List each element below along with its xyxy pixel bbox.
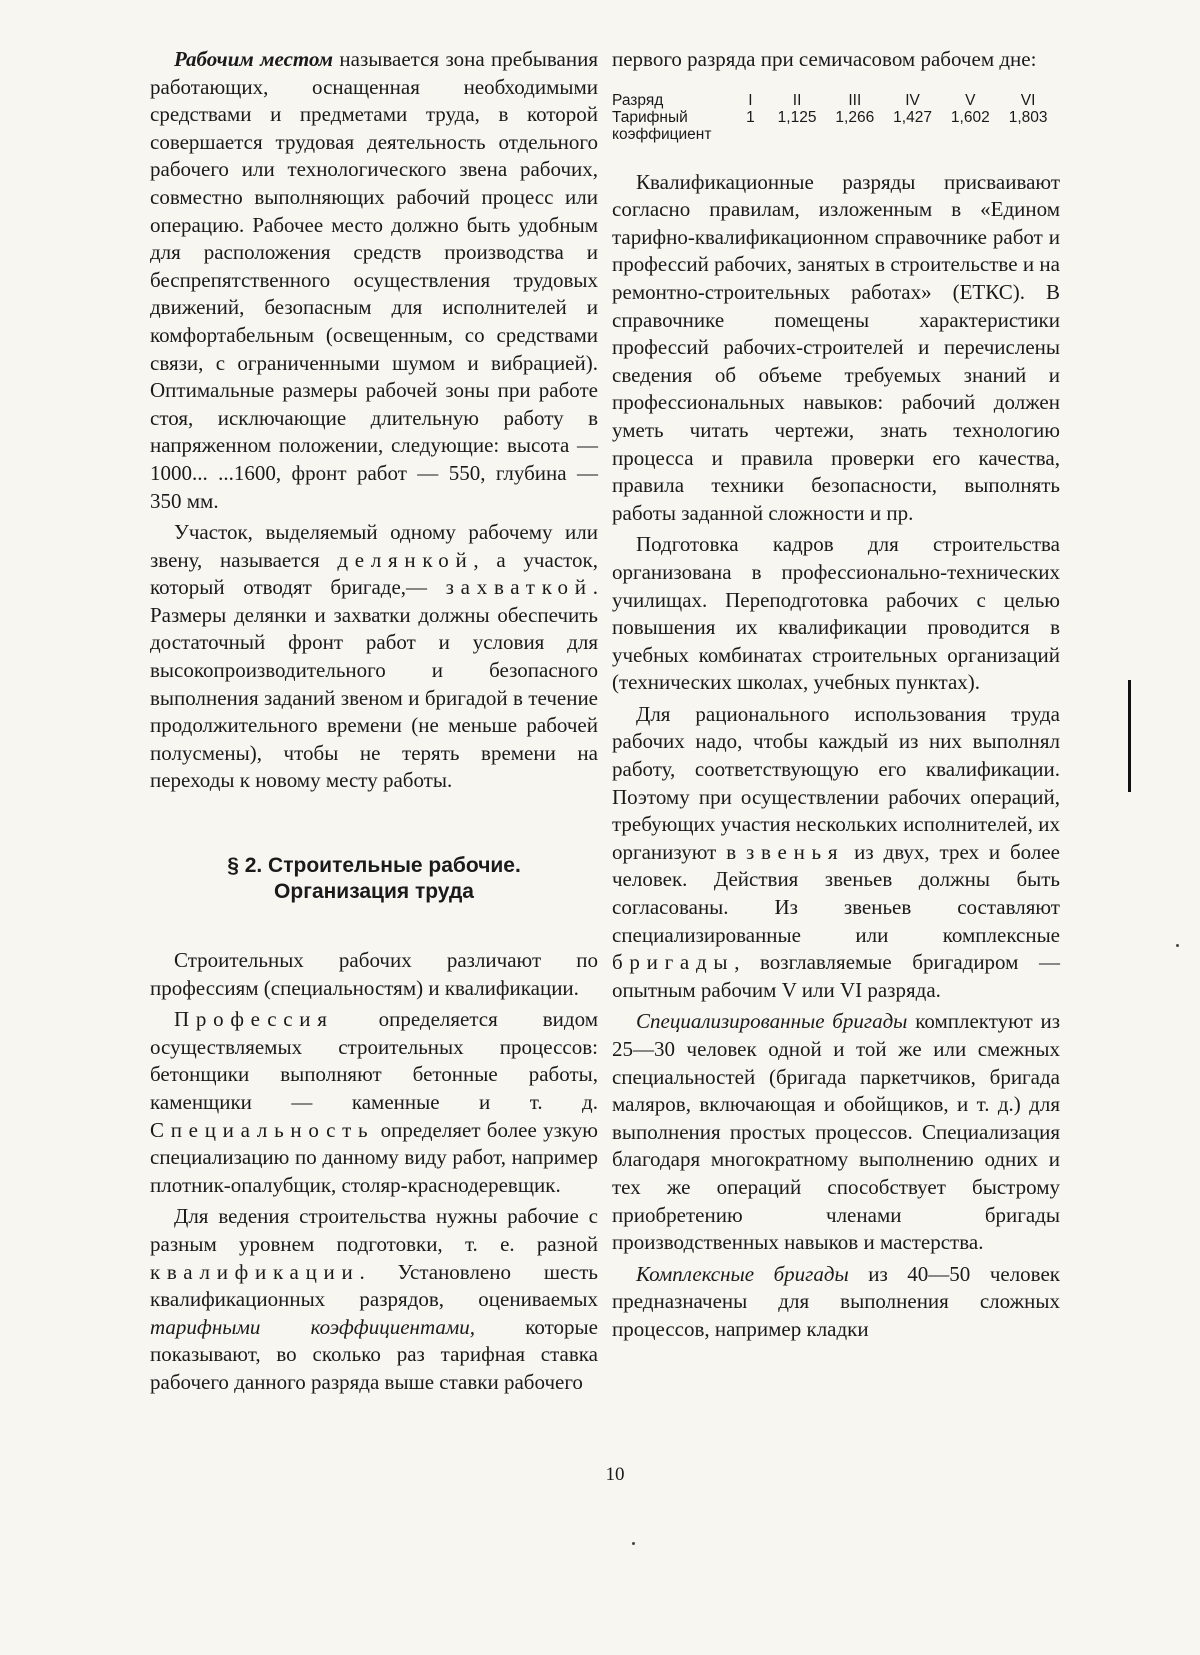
left-column <box>150 46 598 1397</box>
table-label-rank: Разряд <box>612 91 664 109</box>
rank-cell: II <box>792 91 802 109</box>
paragraph-continuation: первого разряда при семичасовом рабочем дне: <box>612 47 1037 71</box>
term-brigady: бригады <box>612 950 735 975</box>
paragraph-qualification: Для ведения строительства нужны рабочие с разным уровнем подготовки, т. е. разной квалификации. Установлено шесть квалификационных разрядов, оцениваемых тарифными коэффициентами, которые показывают, во сколько раз тарифная ставка рабочего данного разряда выше ставки рабочего <box>150 1204 598 1394</box>
rank-coefficient-table <box>612 92 1060 143</box>
paragraph-workers: Строительных рабочих различают по профессиям (специальностям) и квалификации. <box>150 948 598 1000</box>
term-zvenya: звенья <box>746 839 845 864</box>
paragraph-training: Подготовка кадров для строительства организована в профессионально-технических училищах. Переподготовка рабочих с целью повышения их квалификации проводится в учебных комбинатах строительных организаций (технических школах, учебных пунктах). <box>612 532 1060 695</box>
paragraph-profession: Профессия определяется видом осуществляемых строительных процессов: бетонщики выполняют бетонные работы, каменщики — каменные и т. д. Специальность определяет более узкую специализацию по данному виду работ, например плотник-опалубщик, столяр-краснодеревщик. <box>150 1007 598 1197</box>
rank-cell: III <box>848 91 862 109</box>
rank-cell: IV <box>905 91 920 109</box>
rank-cell: VI <box>1020 91 1036 109</box>
coefficient-cell: 1,602 <box>950 108 990 126</box>
term-specialty: Специальность <box>150 1117 375 1142</box>
paragraph-specialized-brigades: Специализированные бригады комплектуют из 25—30 человек одной и той же или смежных специальностей (бригада паркетчиков, бригада маляров, включающая и обойщиков, и т. д.) для выполнения простых процессов. Специализация благодаря многократному выполнению одних и тех же операций способствует быстрому приобретению членами бригады производственных навыков и мастерства. <box>612 1009 1060 1255</box>
paragraph-workplace: Рабочим местом называется зона пребывания работающих, оснащенная необходимыми средствами и предметами труда, в которой совершается трудовая деятельность отдельного рабочего или технологического звена рабочих, совместно выполняющих рабочий процесс или операцию. Рабочее место должно быть удобным для расположения средств производства и беспрепятственного осуществления трудовых движений, безопасным для исполнителей и комфортабельным (освещенным, со средствами связи, с ограниченными шумом и вибрацией). Оптимальные размеры рабочей зоны при работе стоя, исключающие длительную работу в напряженном положении, следующие: высота — 1000... ...1600, фронт работ — 550, глубина — 350 мм. <box>150 47 598 513</box>
paragraph-teams: Для рационального использования труда рабочих надо, чтобы каждый из них выполнял работу, соответствующую его квалификации. Поэтому при осуществлении рабочих операций, требующих участия нескольких исполнителей, их организуют в звенья из двух, трех и более человек. Действия звеньев должны быть согласованы. Из звеньев составляют специализированные или комплексные бригады, возглавляемые бригадиром — опытным рабочим V или VI разряда. <box>612 701 1060 1002</box>
table-row-ranks <box>612 92 1060 109</box>
coefficient-cell: 1 <box>746 108 755 126</box>
rank-cell: V <box>965 91 976 109</box>
right-column <box>612 46 1060 1344</box>
paragraph-etks: Квалификационные разряды присваивают согласно правилам, изложенным в «Едином тарифно-квалификационном справочнике работ и профессий рабочих, занятых в строительстве и на ремонтно-строительных работах» (ЕТКС). В справочнике помещены характеристики профессий рабочих-строителей и перечислены сведения об объеме требуемых знаний и профессиональных навыков: рабочий должен уметь читать чертежи, знать технологию процесса и правила проверки его качества, правила техники безопасности, выполнять работы заданной сложности и пр. <box>612 169 1060 525</box>
rank-cell: I <box>748 91 753 109</box>
term-specialized-brigades: Специализированные бригады <box>636 1009 908 1034</box>
margin-bar-mark <box>1128 680 1131 792</box>
scan-speck <box>1176 944 1179 947</box>
table-row-coefficients <box>612 109 1060 143</box>
coefficient-cell: 1,803 <box>1008 108 1048 126</box>
page-number: 10 <box>605 1464 625 1485</box>
term-profession: Профессия <box>174 1007 334 1032</box>
term-zakhvatka: захваткой <box>445 575 593 600</box>
paragraph-plot: Участок, выделяемый одному рабочему или звену, называется делянкой, а участок, который отводят бригаде,— захваткой. Размеры делянки и захватки должны обеспечить достаточный фронт работ и условия для высокопроизводительного и безопасного выполнения заданий звеном и бригадой в течение продолжительного времени (не меньше рабочей полусмены), чтобы не терять времени на переходы к новому месту работы. <box>150 520 598 793</box>
term-complex-brigades: Комплексные бригады <box>636 1261 849 1286</box>
table-label-coefficient: Тарифный коэффициент <box>612 108 712 143</box>
scan-speck <box>632 1542 635 1545</box>
coefficient-cell: 1,427 <box>893 108 932 126</box>
paragraph-complex-brigades: Комплексные бригады из 40—50 человек предназначены для выполнения сложных процессов, например кладки <box>612 1261 1060 1341</box>
term-delyanka: делянкой <box>337 547 474 572</box>
term-qualification: квалификации <box>150 1259 360 1284</box>
coefficient-cell: 1,125 <box>777 108 817 126</box>
term-workplace: Рабочим местом <box>174 47 334 71</box>
term-tariff-coefficients: тарифными коэффициентами, <box>150 1314 476 1339</box>
section-heading: § 2. Строительные рабочие. Организация труда <box>227 854 521 904</box>
coefficient-cell: 1,266 <box>835 108 875 126</box>
